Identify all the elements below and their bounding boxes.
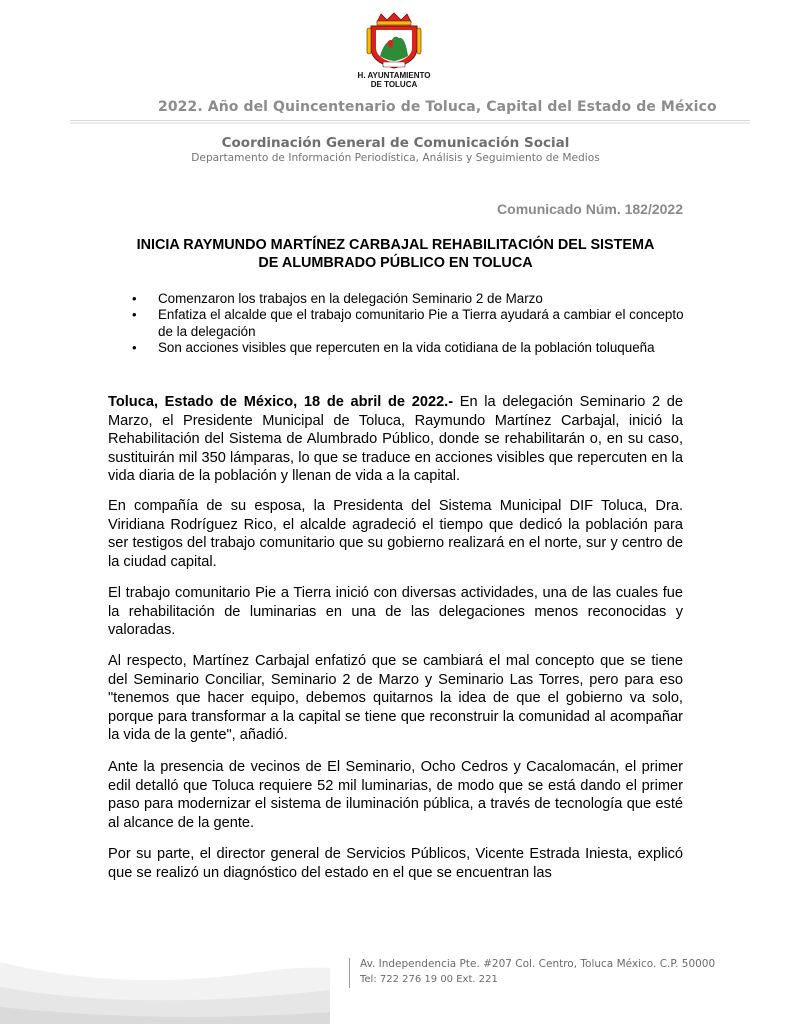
headline [108, 236, 683, 272]
body-paragraph-1 [108, 393, 683, 486]
year-slogan: 2022. Año del Quincentenario de Toluca, Capital del Estado de México [158, 99, 717, 115]
organization-name [351, 71, 437, 89]
paragraph-1-text: En la delegación Seminario 2 de Marzo, el Presidente Municipal de Toluca, Raymundo Martínez Carbajal, inició la Rehabilitación del Sistema de Alumbrado Público, donde se rehabilitarán o, en su caso, sustituirán mil 350 lámparas, lo que se traduce en acciones visibles que repercuten en la vida diaria de la población y llenan de vida a la capital. [108, 394, 684, 484]
dateline: Toluca, Estado de México, 18 de abril de 2022.- [108, 394, 454, 410]
body-paragraph-2: En compañía de su esposa, la Presidenta del Sistema Municipal DIF Toluca, Dra. Viridiana Rodríguez Rico, el alcalde agradeció el tiempo que dedicó la población para ser testigos del trabajo comunitario que su gobierno realizará en el norte, sur y centro de la ciudad capital. [108, 498, 683, 570]
org-name-line2: DE TOLUCA [370, 80, 418, 89]
headline-line1: INICIA RAYMUNDO MARTÍNEZ CARBAJAL REHABILITACIÓN DEL SISTEMA [136, 237, 655, 253]
footer-phone: Tel: 722 276 19 00 Ext. 221 [360, 974, 498, 985]
bullet-item: • Son acciones visibles que repercuten en la vida cotidiana de la población toluqueña [130, 340, 690, 356]
body-paragraph-4: Al respecto, Martínez Carbajal enfatizó que se cambiará el mal concepto que se tiene del Seminario Conciliar, Seminario 2 de Marzo y Seminario Las Torres, pero para eso "tenemos que hacer equipo, debemos quitarnos la idea de que el gobierno va solo, porque para transformar a la capital se tiene que reconstruir la comunidad al acompañar la vida de la gente", añadió. [108, 653, 683, 743]
headline-line2: DE ALUMBRADO PÚBLICO EN TOLUCA [258, 255, 533, 271]
department-subtitle: Departamento de Información Periodística, Análisis y Seguimiento de Medios [191, 152, 600, 164]
bullet-item: • Enfatiza el alcalde que el trabajo comunitario Pie a Tierra ayudará a cambiar el concepto de la delegación [130, 307, 690, 340]
bullet-item: • Comenzaron los trabajos en la delegación Seminario 2 de Marzo [130, 291, 690, 307]
body-paragraph-5: Ante la presencia de vecinos de El Seminario, Ocho Cedros y Cacalomacán, el primer edil detalló que Toluca requiere 52 mil luminarias, de modo que se está dando el primer paso para modernizar el sistema de iluminación pública, a través de tecnología que esté al alcance de la gente. [108, 759, 683, 831]
release-number: Comunicado Núm. 182/2022 [497, 201, 683, 217]
summary-bullets [130, 291, 690, 356]
footer-divider [349, 958, 350, 988]
header-divider [70, 120, 750, 124]
org-name-line1: H. AYUNTAMIENTO [357, 71, 431, 80]
body-paragraph-3: El trabajo comunitario Pie a Tierra inició con diversas actividades, una de las cuales fue la rehabilitación de luminarias en una de las delegaciones menos reconocidas y valoradas. [108, 585, 683, 638]
coordination-title: Coordinación General de Comunicación Social [221, 135, 570, 151]
footer-address: Av. Independencia Pte. #207 Col. Centro, Toluca México. C.P. 50000 [360, 958, 716, 970]
toluca-coat-of-arms [351, 12, 437, 89]
body-paragraph-6: Por su parte, el director general de Servicios Públicos, Vicente Estrada Iniesta, explicó que se realizó un diagnóstico del estado en el que se encuentran las [108, 846, 683, 881]
coat-of-arms-icon [363, 12, 425, 70]
